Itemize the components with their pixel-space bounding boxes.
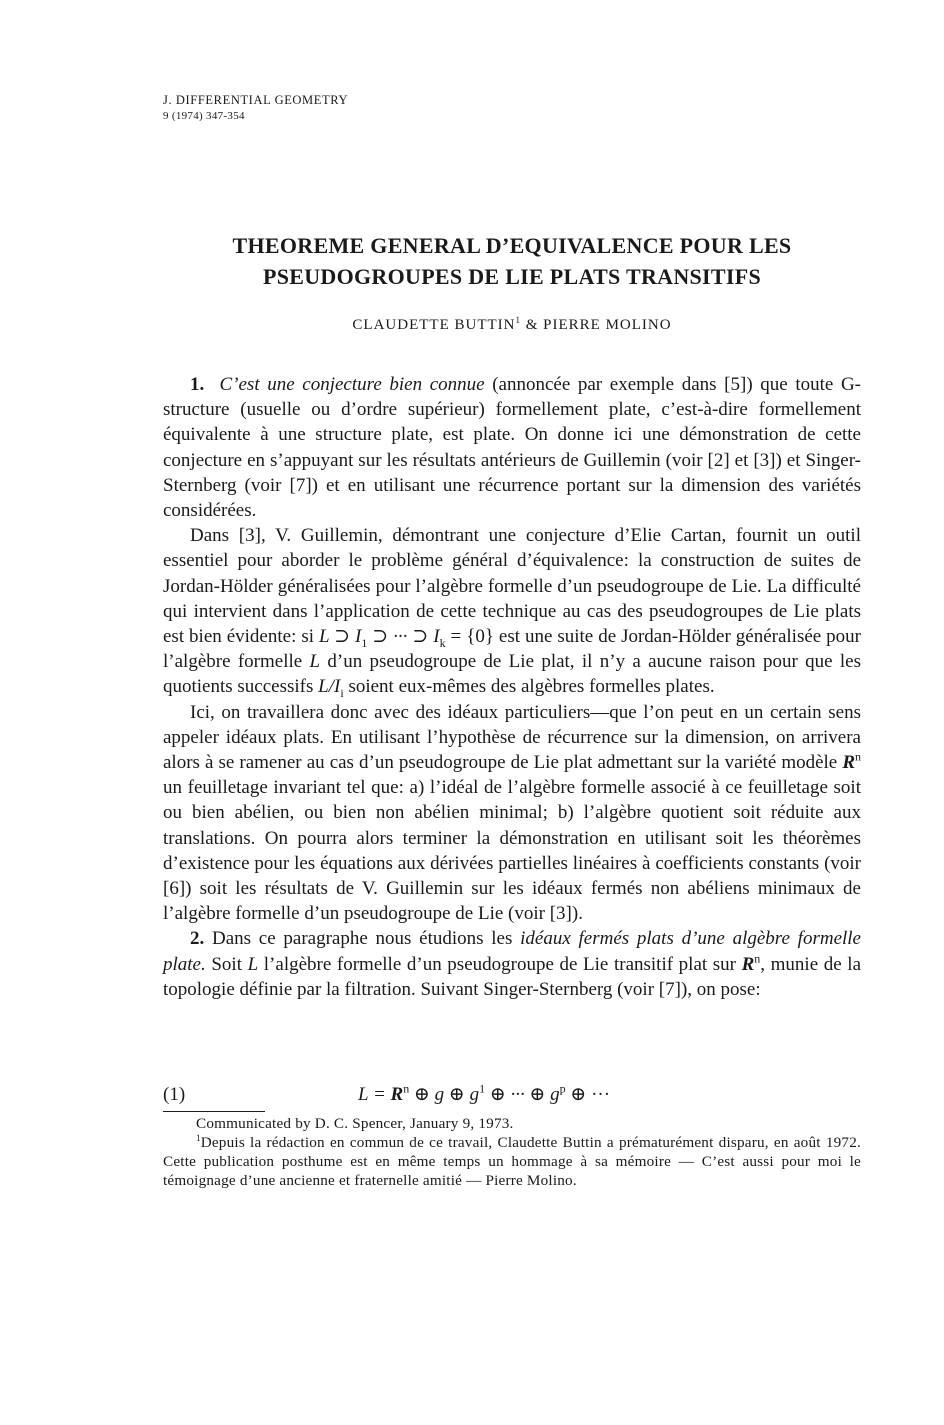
footnote-text: Depuis la rédaction en commun de ce travail, Claudette Buttin a prématurément disparu, en août 1972. Cette publication posthume est en même temps un hommage à sa mémoire — C’est aussi pour moi le témoignage d’une ancienne et fraternelle amitié — Pierre Molino. [163, 1134, 861, 1189]
paragraph-text: est une suite de Jordan-Hölder généralisée pour l’algèbre formelle [163, 626, 861, 673]
italic-phrase: idéaux fermés plats d’une algèbre formelle plate. [163, 928, 861, 975]
paragraph-text: Dans [3], V. Guillemin, démontrant une conjecture d’Elie Cartan, fournit un outil essentiel pour aborder le problème général d’équivalence: la construction de suites de Jordan-Hölder généralisées pour l’algèbre formelle d’un pseudogroupe de Lie. La difficulté qui intervient dans l’application de cette technique au cas des pseudogroupes de Lie plats est bien évidente: si [163, 525, 861, 648]
math-inline: R [741, 953, 755, 975]
journal-volume: 9 (1974) 347-354 [163, 110, 245, 122]
author-separator: & [520, 317, 544, 333]
paragraph-text: d’un pseudogroupe de Lie plat, il n’y a aucune raison pour que les quotients successifs [163, 651, 861, 698]
equation-term: ⊕ g ⊕ g [409, 1084, 480, 1105]
math-subscript: k [439, 635, 446, 650]
title-line-2: PSEUDOGROUPES DE LIE PLATS TRANSITIFS [262, 264, 762, 289]
equation-term: ⊕ ··· [565, 1084, 611, 1105]
math-inline: ⊃ ··· ⊃ I [367, 626, 440, 648]
author-first: CLAUDETTE BUTTIN [352, 317, 516, 333]
paragraph-text: l’algèbre formelle d’un pseudogroupe de Lie transitif plat sur [258, 953, 742, 975]
math-inline: L [309, 651, 321, 673]
section-1-paragraph-3 [163, 700, 861, 927]
math-superscript: 1 [479, 1081, 486, 1096]
section-2-paragraph-1 [163, 926, 861, 1002]
math-inline: L/I [318, 676, 341, 698]
section-1-paragraph-1 [163, 372, 861, 523]
math-inline: R [390, 1084, 404, 1105]
paragraph-text: un feuilletage invariant tel que: a) l’idéal de l’algèbre formelle associé à ce feuilletage soit ou bien abélien, ou bien non abélien minimal; b) l’algèbre quotient soit réduite aux translations. On pourra alors terminer la démonstration en utilisant soit les théorèmes d’existence pour les équations aux dérivées partielles linéaires à coefficients constants (voir [6]) soit les résultats de V. Guillemin sur les idéaux fermés non abéliens minimaux de l’algèbre formelle d’un pseudogroupe de Lie (voir [3]). [163, 777, 861, 925]
communicated-note: Communicated by D. C. Spencer, January 9, 1973. [196, 1115, 514, 1132]
paragraph-text: (annoncée par exemple dans [5]) que toute G-structure (usuelle ou d’ordre supérieur) formellement plate, c’est-à-dire formellement équivalente à une structure plate, est plate. On donne ici une démonstration de cette conjecture en s’appuyant sur les résultats antérieurs de Guillemin (voir [2] et [3]) et Singer-Sternberg (voir [7]) et en utilisant une récurrence portant sur la dimension des variétés considérées. [163, 374, 861, 522]
math-subscript: 1 [361, 635, 368, 650]
body-text [163, 372, 861, 1002]
section-number: 1. [190, 374, 205, 395]
equation-number: (1) [163, 1084, 186, 1105]
paper-title [163, 230, 861, 292]
authors-line [163, 315, 861, 334]
equation-lhs: L = [358, 1084, 391, 1105]
math-inline: = {0} [445, 626, 494, 648]
equation-body [358, 1082, 610, 1108]
math-subscript: i [340, 686, 344, 701]
author-second: PIERRE MOLINO [543, 317, 672, 333]
section-number: 2. [190, 928, 205, 950]
paragraph-text: Dans ce paragraphe nous étudions les [204, 928, 521, 950]
math-inline: L [247, 953, 259, 975]
journal-name: J. DIFFERENTIAL GEOMETRY [163, 93, 349, 107]
math-superscript: n [855, 749, 861, 764]
equation-term: ⊕ ··· ⊕ g [485, 1084, 560, 1105]
paragraph-text: Soit [205, 953, 248, 975]
lead-italic: C’est une conjecture bien connue [219, 374, 485, 395]
paragraph-text: , munie de la topologie définie par la filtration. Suivant Singer-Sternberg (voir [7]), on pose: [163, 953, 862, 1000]
footnote-mark: 1 [196, 1132, 201, 1143]
math-superscript: n [754, 951, 761, 966]
math-superscript: p [559, 1081, 566, 1096]
footnote-mark: 1 [515, 315, 521, 325]
journal-header [163, 92, 348, 124]
footnote-1 [163, 1133, 861, 1190]
math-inline: L ⊃ I [318, 626, 362, 648]
footnotes [163, 1114, 861, 1190]
paragraph-text: Ici, on travaillera donc avec des idéaux particuliers—que l’on peut en un certain sens appeler idéaux plats. En utilisant l’hypothèse de récurrence sur la dimension, on arrivera alors à se ramener au cas d’un pseudogroupe de Lie plat admettant sur la variété modèle [163, 701, 861, 774]
math-inline: R [842, 752, 855, 774]
math-superscript: n [403, 1081, 410, 1096]
title-line-1: THEOREME GENERAL D’EQUIVALENCE POUR LES [232, 233, 792, 258]
footnote-rule [163, 1111, 265, 1112]
section-1-paragraph-2 [163, 523, 861, 699]
paragraph-text: soient eux-mêmes des algèbres formelles plates. [343, 676, 715, 698]
